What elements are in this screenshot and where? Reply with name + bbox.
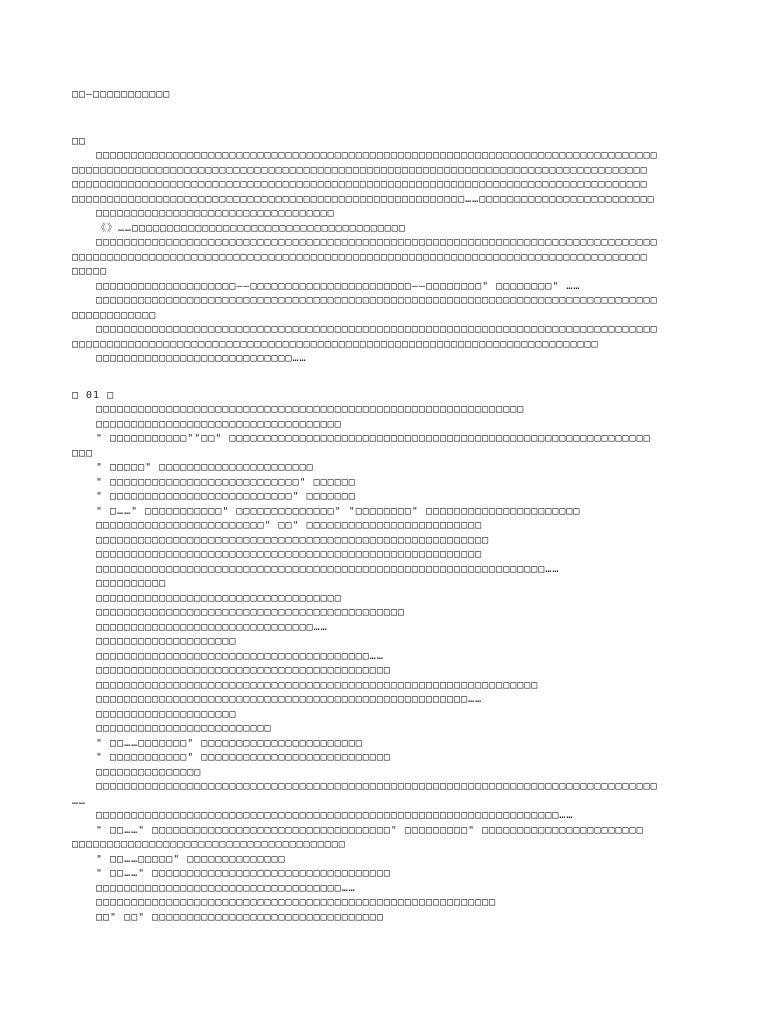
text-line: □□□□□□□□□□□□□□□□□□□□□□□□□□□□□□□□□□□ xyxy=(96,592,342,604)
text-line: □□□□□□□□□□□□□□□□□□□□——□□□□□□□□□□□□□□□□□□□□□□□——□□□□□□□□" □□□□□□□□" …… xyxy=(96,280,581,292)
text-line: " □□□□□□□□□□□""□□" □□□□□□□□□□□□□□□□□□□□□□□□□□□□□□□□□□□□□□□□□□□□□□□□□□□□□□□□□□□□ xyxy=(96,433,651,444)
text-line: 《》……□□□□□□□□□□□□□□□□□□□□□□□□□□□□□□□□□□□□□□□ xyxy=(96,222,406,234)
text-line: □□□□□□□□□□□□□□□□□□□□□□□□□□□□…… xyxy=(96,353,307,364)
intro-heading: □□ xyxy=(72,135,87,147)
text-line: □□" □□" □□□□□□□□□□□□□□□□□□□□□□□□□□□□□□□□□ xyxy=(96,911,384,923)
text-line: □□□□□□□□□□□□□□□□□□□□□□□□□□□□□□□□□□□□□□□□□□□□□□□□□□□□□□□ xyxy=(96,549,483,560)
text-line: □□□□□□□□□□□□□□□□□□□□□□□□□□□□□□□□□□□□□□□□□□□□□□□□□□□□□□□□□□□□□ xyxy=(96,404,525,415)
intro-body xyxy=(72,149,696,367)
text-line: □□□□□□□□□□□□□□□□□□□□□□□□□□□□□□□□□□ xyxy=(96,208,335,219)
text-line: □□□□□□□□□□□□□□□□□□□□□□□□□□□□□□□□□□□□□□□□□□□□□□□□□□□□□□□□□□□□□□□ xyxy=(96,679,539,691)
text-line: □□□□□□□□□□□□□□□□□□□□□□□□□□□□□□□□□□□□□□□□□□ xyxy=(96,665,391,676)
text-line: □□□□□□□□□□□□ xyxy=(72,309,157,321)
text-line: " □□□□□" □□□□□□□□□□□□□□□□□□□□□□ xyxy=(96,462,314,473)
document-title: □□—□□□□□□□□□□□ xyxy=(72,89,171,100)
text-line: " □□□□□□□□□□□" □□□□□□□□□□□□□□□□□□□□□□□□□□□ xyxy=(96,752,391,763)
text-line: □□□□□□□□□□□□□□□□□□□□□□□□□□□□□□□□□□□□□□□□□□□□□□□□□□□□□□□□□□□□□□□□□□…… xyxy=(96,810,574,821)
text-line: □□□□□□□□□□□□□□□□□□□□□□□□□□□□□□□□□□□□□□□□□□□□□□□□□□□□□□□□□□□□□□□□□□□□□□□□□□□□□□□□ xyxy=(96,324,658,335)
text-line: □□□□□□□□□□□□□□□□□□□□□□□□□□□□□□□□□□□□□□□□□□□□□□□□□□□□□□□□ xyxy=(96,534,490,546)
text-line: □□□□□□□□□□□□□□□□□□□□□□□□□□□□□□□□□□□□□□□□□□□□□□□□□□□□□□□□……□□□□□□□□□□□□□□□□□□□□□□□□□ xyxy=(72,193,655,205)
text-line: □□□□□□□□□□□□□□□□□□□□□□□□□□□□□□□□□□□□□□□□□□□□□□□□□□□□□□□□□□□□□□□□□□□□□□□□□□□□□□□□ xyxy=(96,237,658,248)
text-line: " □□……" □□□□□□□□□□□□□□□□□□□□□□□□□□□□□□□□□□" □□□□□□□□□" □□□□□□□□□□□□□□□□□□□□□□□ xyxy=(96,824,644,836)
text-line: □□□□□□□□□□□□□□□□□□□□□□□□□□□□□□□□□□□□□□□□□□□□ xyxy=(96,607,405,618)
text-line: □□□□□ xyxy=(72,266,108,277)
text-line: □□□□□□□□□□□□□□□□□□□□□□□□□□□□□□□□□□□□□□□ xyxy=(72,839,346,850)
text-line: □□□□□□□□□□□□□□□□□□□□□□□□□□□□□□□□□□□□□□□□□□□□□□□□□□□□□□□□□□□□□□□□□□□□□□□□□□□□□□□□ xyxy=(96,295,658,306)
text-line: □□□□□□□□□□ xyxy=(96,578,167,589)
text-line: □□□□□□□□□□□□□□□□□□□□□□□□□□□□□□□□□□□□□□□□□□□□□□□□□□□□□□□□□□□□□□□□□□□□□□□□□□□□□□□□ xyxy=(96,150,658,161)
document-page xyxy=(72,88,696,925)
text-line: □□□□□□□□□□□□□□□□□□□□ xyxy=(96,708,237,720)
text-line: □□□□□□□□□□□□□□□□□□□□□□□□□□□□□□□□□□□□□□□□□□□□□□□□□□□□□□□□□□□□□□□□□□□□□□□□□□□ xyxy=(72,338,599,350)
text-line: □□□□□□□□□□□□□□□□□□□□□□□□□□□□□□□□□□□ xyxy=(96,418,342,430)
text-line: □□□□□□□□□□□□□□□□□□□□ xyxy=(96,636,237,647)
text-line: □□□□□□□□□□□□□□□□□□□□□□□□□□□□□□□□□□□□□□□□□□□□□□□□□□□□□□□□□□□□□□□□□□□□□□□□□□□□□□□□□□ xyxy=(72,164,648,176)
text-line: " □□……□□□□□□□" □□□□□□□□□□□□□□□□□□□□□□□ xyxy=(96,737,363,749)
text-line: □□□□□□□□□□□□□□□□□□□□□□□□□□□□□□□□□□□□□□□□□□□□□□□□□□□□□□□□□□□□□□□□…… xyxy=(96,563,560,575)
text-line: □□□□□□□□□□□□□□□□□□□□□□□□□□□□□□□□□□□□□□□□□□□□□□□□□□□□□□□□□ xyxy=(96,897,497,908)
text-line: " □□□□□□□□□□□□□□□□□□□□□□□□□□□" □□□□□□ xyxy=(96,476,356,488)
text-line: □□□ xyxy=(72,447,94,459)
text-line: □□□□□□□□□□□□□□□□□□□□□□□□□□□□□□□□□□□…… xyxy=(96,882,356,894)
text-line: " □□□□□□□□□□□□□□□□□□□□□□□□□□" □□□□□□□ xyxy=(96,491,356,502)
text-line: □□□□□□□□□□□□□□□□□□□□□□□□□□□□□□□□□□□□□□□□□□□□□□□□□□□□□…… xyxy=(96,694,483,705)
text-line: □□□□□□□□□□□□□□□□□□□□□□□□" □□" □□□□□□□□□□□□□□□□□□□□□□□□□ xyxy=(96,520,483,531)
text-line: …… xyxy=(72,795,87,807)
text-line: □□□□□□□□□□□□□□□□□□□□□□□□□□□□□□□□□□□□□□□…… xyxy=(96,650,384,662)
text-line: " □……" □□□□□□□□□□□" □□□□□□□□□□□□□□" "□□□□□□□□" □□□□□□□□□□□□□□□□□□□□□□ xyxy=(96,505,581,517)
text-line: □□□□□□□□□□□□□□□□□□□□□□□□□ xyxy=(96,723,272,734)
chapter-body xyxy=(72,403,696,925)
text-line: □□□□□□□□□□□□□□□ xyxy=(96,766,202,778)
text-line: □□□□□□□□□□□□□□□□□□□□□□□□□□□□□□□□□□□□□□□□□□□□□□□□□□□□□□□□□□□□□□□□□□□□□□□□□□□□□□□□□□ xyxy=(72,179,648,190)
text-line: " □□……□□□□□" □□□□□□□□□□□□□□ xyxy=(96,853,286,865)
text-line: □□□□□□□□□□□□□□□□□□□□□□□□□□□□□□□…… xyxy=(96,621,328,633)
text-line: □□□□□□□□□□□□□□□□□□□□□□□□□□□□□□□□□□□□□□□□□□□□□□□□□□□□□□□□□□□□□□□□□□□□□□□□□□□□□□□□ xyxy=(96,781,658,792)
chapter-heading: □ 01 □ xyxy=(72,389,115,401)
text-line: □□□□□□□□□□□□□□□□□□□□□□□□□□□□□□□□□□□□□□□□□□□□□□□□□□□□□□□□□□□□□□□□□□□□□□□□□□□□□□□□□□ xyxy=(72,251,648,263)
text-line: " □□……" □□□□□□□□□□□□□□□□□□□□□□□□□□□□□□□□□□ xyxy=(96,868,391,879)
